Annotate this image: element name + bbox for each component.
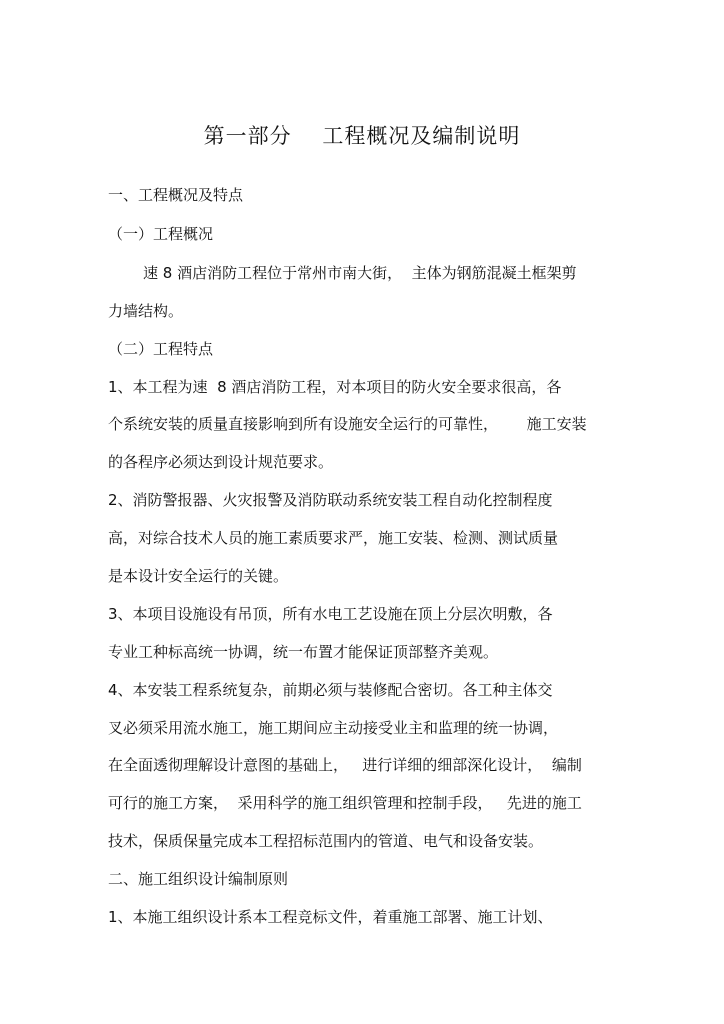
section-heading-principles: 二、施工组织设计编制原则 (108, 870, 289, 888)
paragraph-line: 1、本施工组织设计系本工程竞标文件，着重施工部署、施工计划、 (108, 908, 553, 926)
paragraph-line: 2、消防警报器、火灾报警及消防联动系统安装工程自动化控制程度 (108, 491, 553, 509)
paragraph-line: 力墙结构。 (108, 302, 184, 320)
paragraph-line: 高，对综合技术人员的施工素质要求严，施工安装、检测、测试质量 (108, 529, 559, 547)
paragraph-line: 叉必须采用流水施工，施工期间应主动接受业主和监理的统一协调， (108, 719, 559, 737)
paragraph-line: 专业工种标高统一协调，统一布置才能保证顶部整齐美观。 (108, 643, 499, 661)
paragraph-line: 在全面透彻理解设计意图的基础上， 进行详细的细部深化设计， 编制 (108, 756, 582, 774)
paragraph-line: 可行的施工方案， 采用科学的施工组织管理和控制手段， 先进的施工 (108, 794, 582, 812)
paragraph-line: 速 8 酒店消防工程位于常州市南大街， 主体为钢筋混凝土框架剪 (143, 264, 577, 282)
page-title: 第一部分 工程概况及编制说明 (203, 124, 521, 148)
subsection-heading-overview: （一）工程概况 (108, 225, 214, 243)
subsection-heading-features: （二）工程特点 (108, 340, 214, 358)
paragraph-line: 个系统安装的质量直接影响到所有设施安全运行的可靠性， 施工安装 (108, 415, 587, 433)
paragraph-line: 是本设计安全运行的关键。 (108, 567, 289, 585)
paragraph-line: 4、本安装工程系统复杂，前期必须与装修配合密切。各工种主体交 (108, 681, 553, 699)
paragraph-line: 技术，保质保量完成本工程招标范围内的管道、电气和设备安装。 (108, 832, 544, 850)
section-heading-overview: 一、工程概况及特点 (108, 186, 244, 204)
paragraph-line: 3、本项目设施设有吊顶，所有水电工艺设施在顶上分层次明敷，各 (108, 605, 553, 623)
paragraph-line: 的各程序必须达到设计规范要求。 (108, 453, 334, 471)
paragraph-line: 1、本工程为速 8 酒店消防工程，对本项目的防火安全要求很高，各 (108, 378, 562, 396)
